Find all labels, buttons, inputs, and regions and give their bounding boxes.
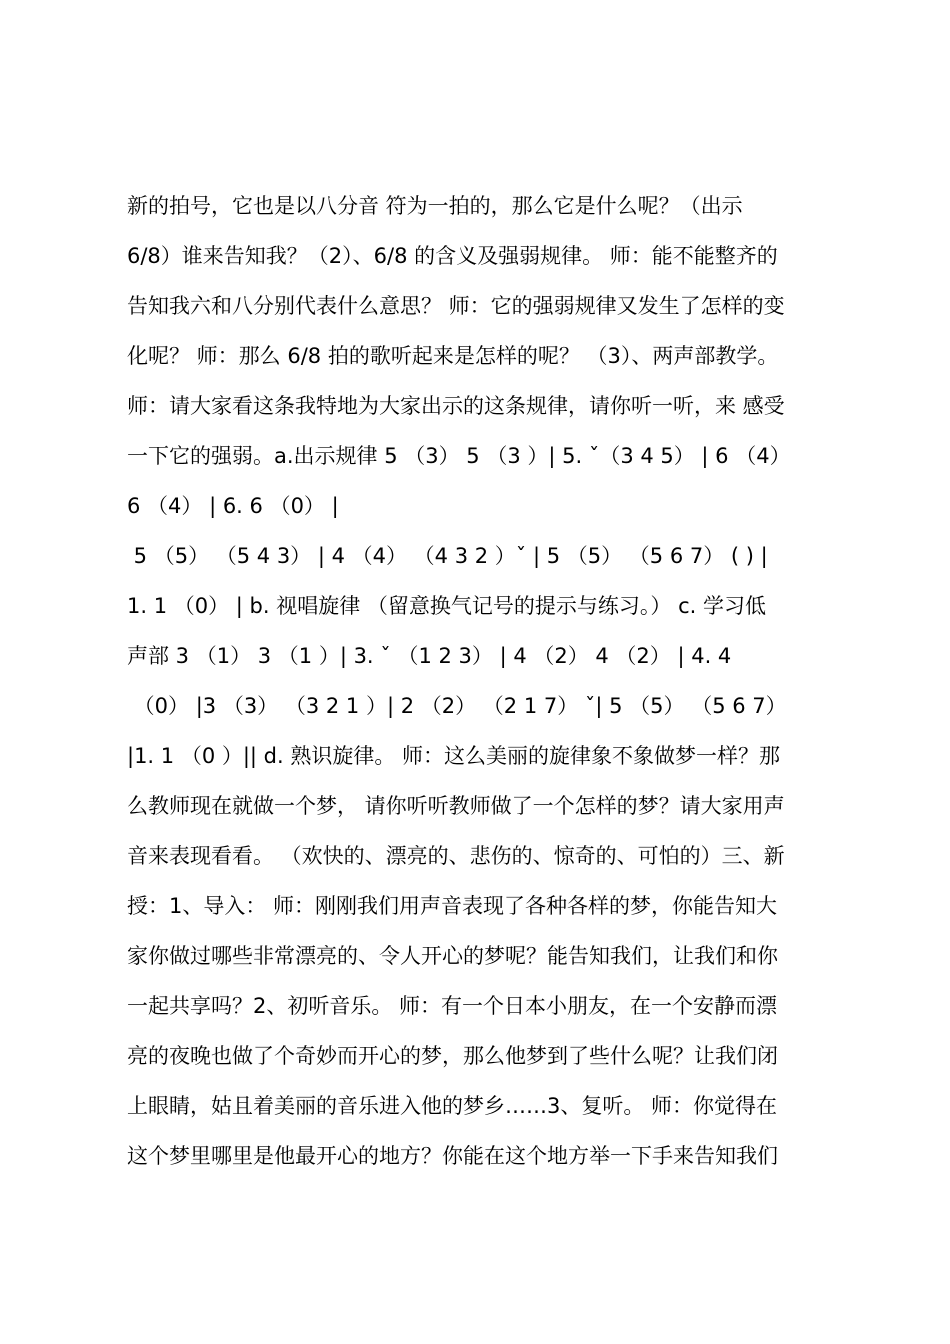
text-line: 音来表现看看。 （欢快的、漂亮的、悲伤的、惊奇的、可怕的）三、新 (127, 844, 785, 868)
text-line: 新的拍号，它也是以八分音 符为一拍的，那么它是什么呢？（出示 (127, 194, 743, 218)
text-line: （0） |3 （3） （3 2 1 ）| 2 （2） （2 1 7） ˇ| 5 （5） （5 6 7） (127, 694, 787, 718)
text-line: 一下它的强弱。a.出示规律 5 （3） 5 （3 ）| 5. ˇ（3 4 5） | 6 （4） (127, 444, 791, 468)
text-line: 6 （4） | 6. 6 （0） | (127, 494, 339, 518)
text-line: 一起共享吗？2、初听音乐。 师：有一个日本小朋友，在一个安静而漂 (127, 994, 778, 1018)
text-line: 这个梦里哪里是他最开心的地方？你能在这个地方举一下手来告知我们 (127, 1144, 778, 1168)
text-line: 师：请大家看这条我特地为大家出示的这条规律，请你听一听，来 感受 (127, 394, 785, 418)
text-line: 授：1、导入： 师：刚刚我们用声音表现了各种各样的梦，你能告知大 (127, 894, 778, 918)
text-line: 家你做过哪些非常漂亮的、令人开心的梦呢？能告知我们，让我们和你 (127, 944, 778, 968)
text-line: 化呢？ 师：那么 6/8 拍的歌听起来是怎样的呢？ （3）、两声部教学。 (127, 344, 779, 368)
body-text (127, 181, 847, 1181)
text-line: 上眼睛，姑且着美丽的音乐进入他的梦乡……3、复听。 师：你觉得在 (127, 1094, 778, 1118)
text-line: 5 （5） （5 4 3） | 4 （4） （4 3 2 ）ˇ | 5 （5） （5 6 7） ( ) | (127, 544, 768, 568)
text-line: 1. 1 （0） | b. 视唱旋律 （留意换气记号的提示与练习。） c. 学习低 (127, 594, 766, 618)
text-line: 6/8）谁来告知我？（2）、6/8 的含义及强弱规律。 师：能不能整齐的 (127, 244, 778, 268)
text-line: 告知我六和八分别代表什么意思？ 师：它的强弱规律又发生了怎样的变 (127, 294, 785, 318)
text-line: 声部 3 （1） 3 （1 ）| 3. ˇ （1 2 3） | 4 （2） 4 （2） | 4. 4 (127, 644, 732, 668)
text-line: |1. 1 （0 ）|| d. 熟识旋律。 师：这么美丽的旋律象不象做梦一样？那 (127, 744, 781, 768)
text-line: 么教师现在就做一个梦， 请你听听教师做了一个怎样的梦？请大家用声 (127, 794, 785, 818)
text-line: 亮的夜晚也做了个奇妙而开心的梦，那么他梦到了些什么呢？让我们闭 (127, 1044, 778, 1068)
